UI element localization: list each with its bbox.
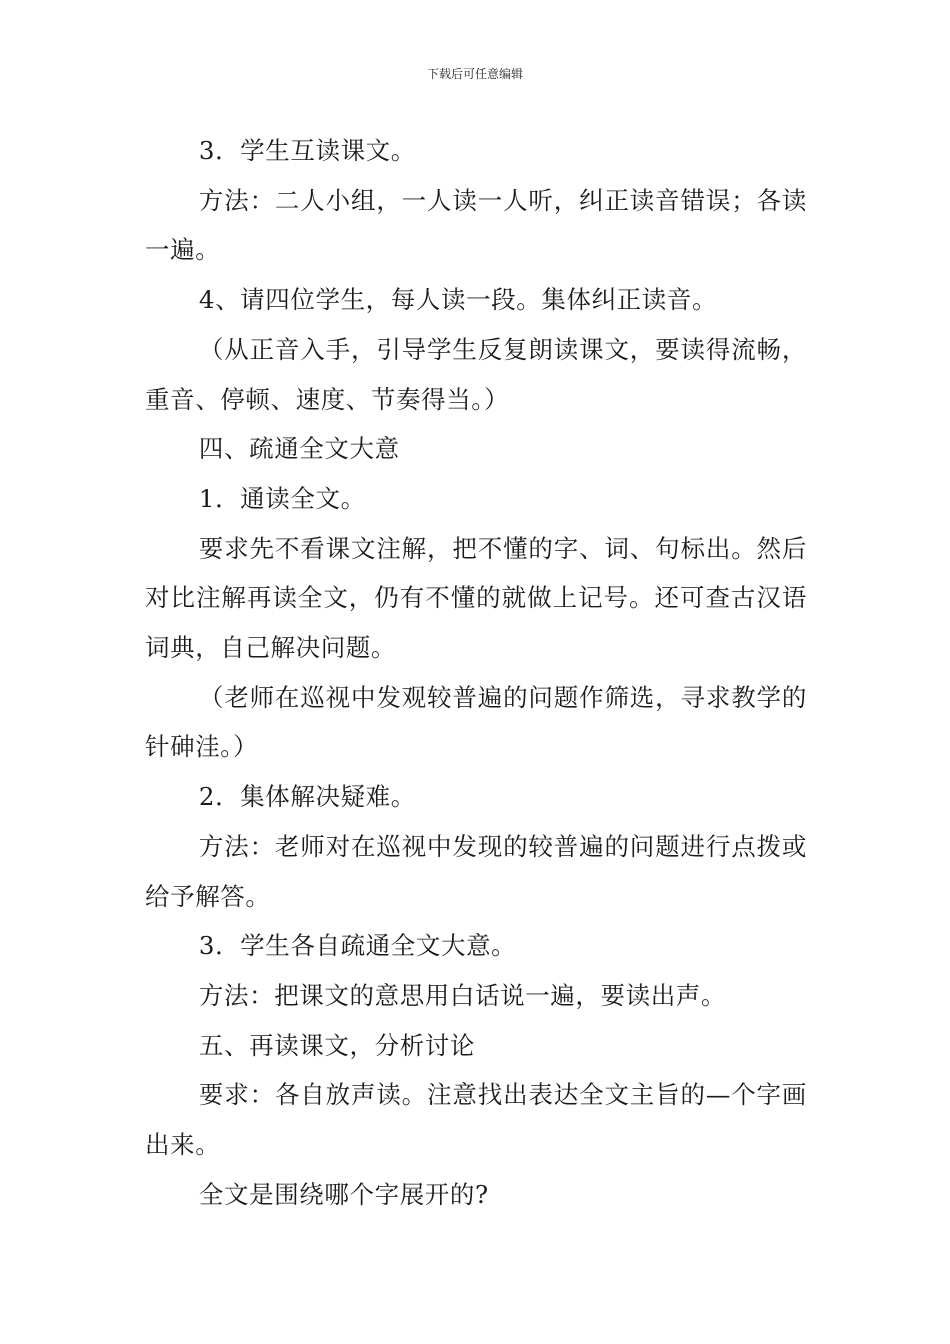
section-heading: 四、疏通全文大意 bbox=[198, 434, 400, 464]
section-heading: 五、再读课文，分析讨论 bbox=[198, 1030, 475, 1060]
paragraph: 2．集体解决疑难。 bbox=[198, 782, 416, 812]
paragraph: 要求先不看课文注解，把不懂的字、词、句标出。然后对比注解再读全文，仍有不懂的就做上记号。还可查古汉语词典，自己解决问题。 bbox=[145, 533, 807, 663]
document-body bbox=[145, 126, 807, 1219]
paragraph: 4、请四位学生，每人读一段。集体纠正读音。 bbox=[198, 285, 718, 315]
paragraph: （从正音入手，引导学生反复朗读课文，要读得流畅，重音、停顿、速度、节奏得当。） bbox=[145, 334, 807, 414]
paragraph: （老师在巡视中发观较普遍的问题作筛选，寻求教学的针砷洼。） bbox=[145, 682, 807, 762]
paragraph: 方法：把课文的意思用白话说一遍，要读出声。 bbox=[198, 980, 726, 1010]
paragraph: 要求：各自放声读。注意找出表达全文主旨的—个字画出来。 bbox=[145, 1080, 807, 1160]
paragraph: 全文是围绕哪个字展开的? bbox=[198, 1179, 489, 1209]
paragraph: 1．通读全文。 bbox=[198, 483, 366, 513]
page-header: 下载后可任意编辑 bbox=[426, 67, 523, 81]
paragraph: 3．学生各自疏通全文大意。 bbox=[198, 931, 517, 961]
paragraph: 3．学生互读课文。 bbox=[198, 136, 416, 165]
paragraph: 方法：二人小组，一人读一人听，纠正读音错误；各读一遍。 bbox=[145, 185, 807, 265]
paragraph: 方法：老师对在巡视中发现的较普遍的问题进行点拨或给予解答。 bbox=[145, 831, 807, 911]
